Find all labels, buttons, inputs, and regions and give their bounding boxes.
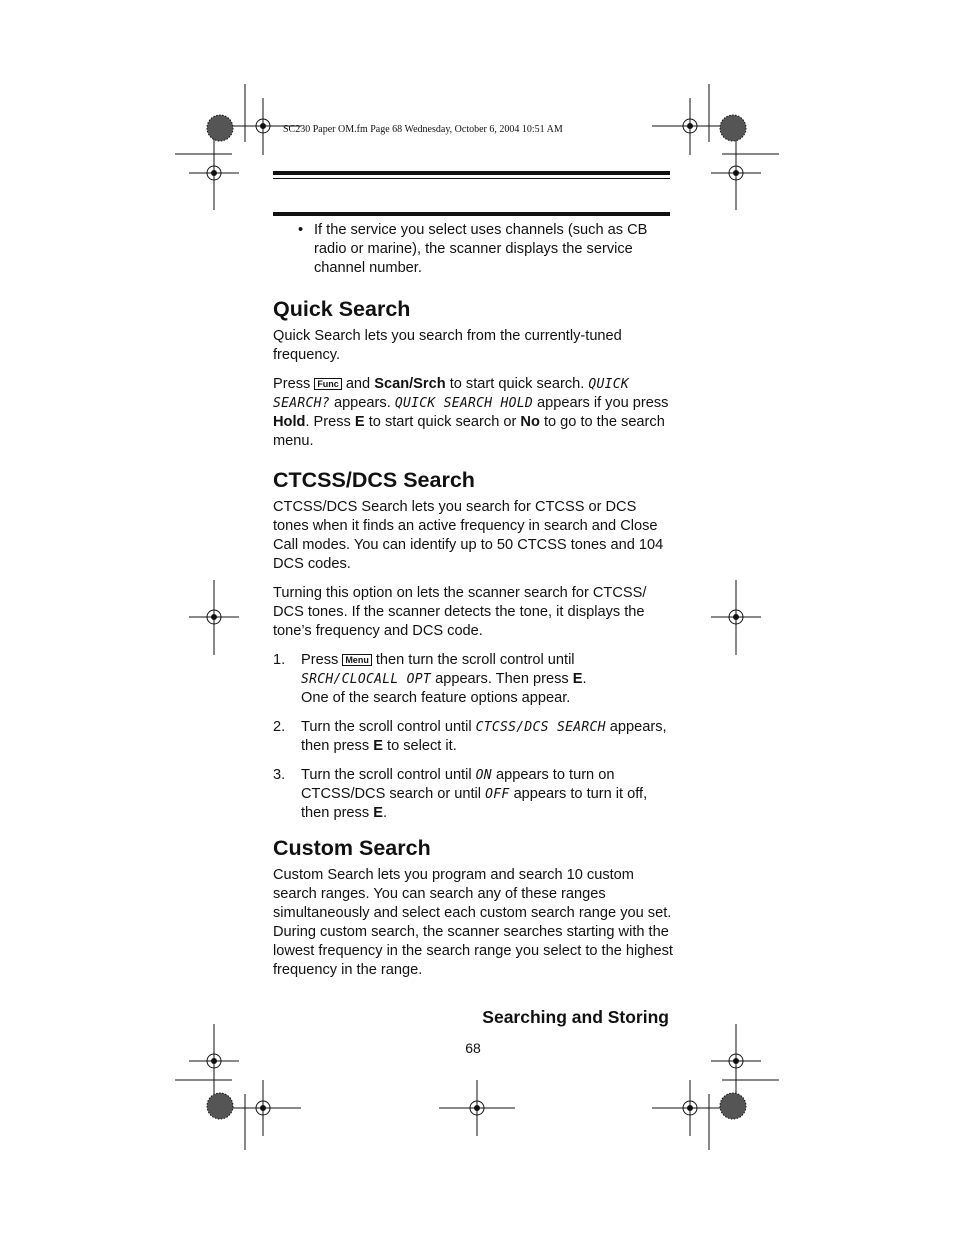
step-3: 3. Turn the scroll control until ON appears to turn on CTCSS/DCS search or until OFF appears to turn it off, then press E. [273, 767, 648, 821]
menu-key-icon: Menu [342, 654, 372, 666]
step-2: 2. Turn the scroll control until CTCSS/DCS SEARCH appears, then press E to select it. [273, 719, 667, 754]
ctcss-description: Turning this option on lets the scanner search for CTCSS/ DCS tones. If the scanner detects the tone, it displays the tone’s frequency and DCS code. [273, 585, 647, 639]
lcd-off: OFF [485, 787, 510, 802]
lcd-on: ON [475, 768, 492, 783]
func-key-icon: Func [314, 378, 342, 390]
bullet-item [273, 221, 673, 278]
section-rule [273, 212, 670, 216]
hold-key: Hold [273, 414, 306, 430]
bullet-dot: • [298, 222, 304, 238]
quick-search-intro: Quick Search lets you search from the currently-tuned frequency. [273, 328, 622, 363]
no-key: No [520, 414, 540, 430]
file-info-header: SC230 Paper OM.fm Page 68 Wednesday, October 6, 2004 10:51 AM [283, 124, 563, 135]
ctcss-intro: CTCSS/DCS Search lets you search for CTCSS or DCS tones when it finds an active frequency in search and Close Call modes. You can identify up to 50 CTCSS tones and 104 DCS codes. [273, 499, 664, 572]
quick-search-heading: Quick Search [273, 297, 411, 321]
top-rule [273, 171, 670, 175]
scan-srch-key: Scan/Srch [374, 376, 446, 392]
lcd-ctcss-dcs-search: CTCSS/DCS SEARCH [475, 720, 606, 735]
page-content [273, 221, 673, 990]
lcd-quick-search-hold: QUICK SEARCH HOLD [394, 396, 533, 411]
lcd-quick-search: QUICK SEARCH? [273, 377, 630, 411]
quick-search-instructions: Press Func and Scan/Srch to start quick search. QUICK SEARCH? appears. QUICK SEARCH HOLD appears if you press Hold. Press E to start quick search or No to go to the search menu. [273, 376, 669, 449]
custom-search-text: Custom Search lets you program and search 10 custom search ranges. You can search any of these ranges simultaneously and select each custom search range you set. During custom search, the scanner searches starting with the lowest frequency in the search range you select to the highest frequency in the range. [273, 867, 673, 978]
custom-search-heading: Custom Search [273, 836, 431, 860]
bullet-text: If the service you select uses channels (such as CB radio or marine), the scanner displays the service channel number. [314, 222, 648, 276]
step-1: 1. Press Menu then turn the scroll control until SRCH/CLOCALL OPT appears. Then press E. One of the search feature options appear. [273, 652, 587, 706]
ctcss-heading: CTCSS/DCS Search [273, 468, 475, 492]
e-key: E [354, 414, 365, 430]
page-number: 68 [465, 1040, 481, 1056]
lcd-srch-clocall-opt: SRCH/CLOCALL OPT [301, 672, 432, 687]
section-title-footer: Searching and Storing [482, 1007, 669, 1027]
top-rule-thin [273, 178, 670, 179]
